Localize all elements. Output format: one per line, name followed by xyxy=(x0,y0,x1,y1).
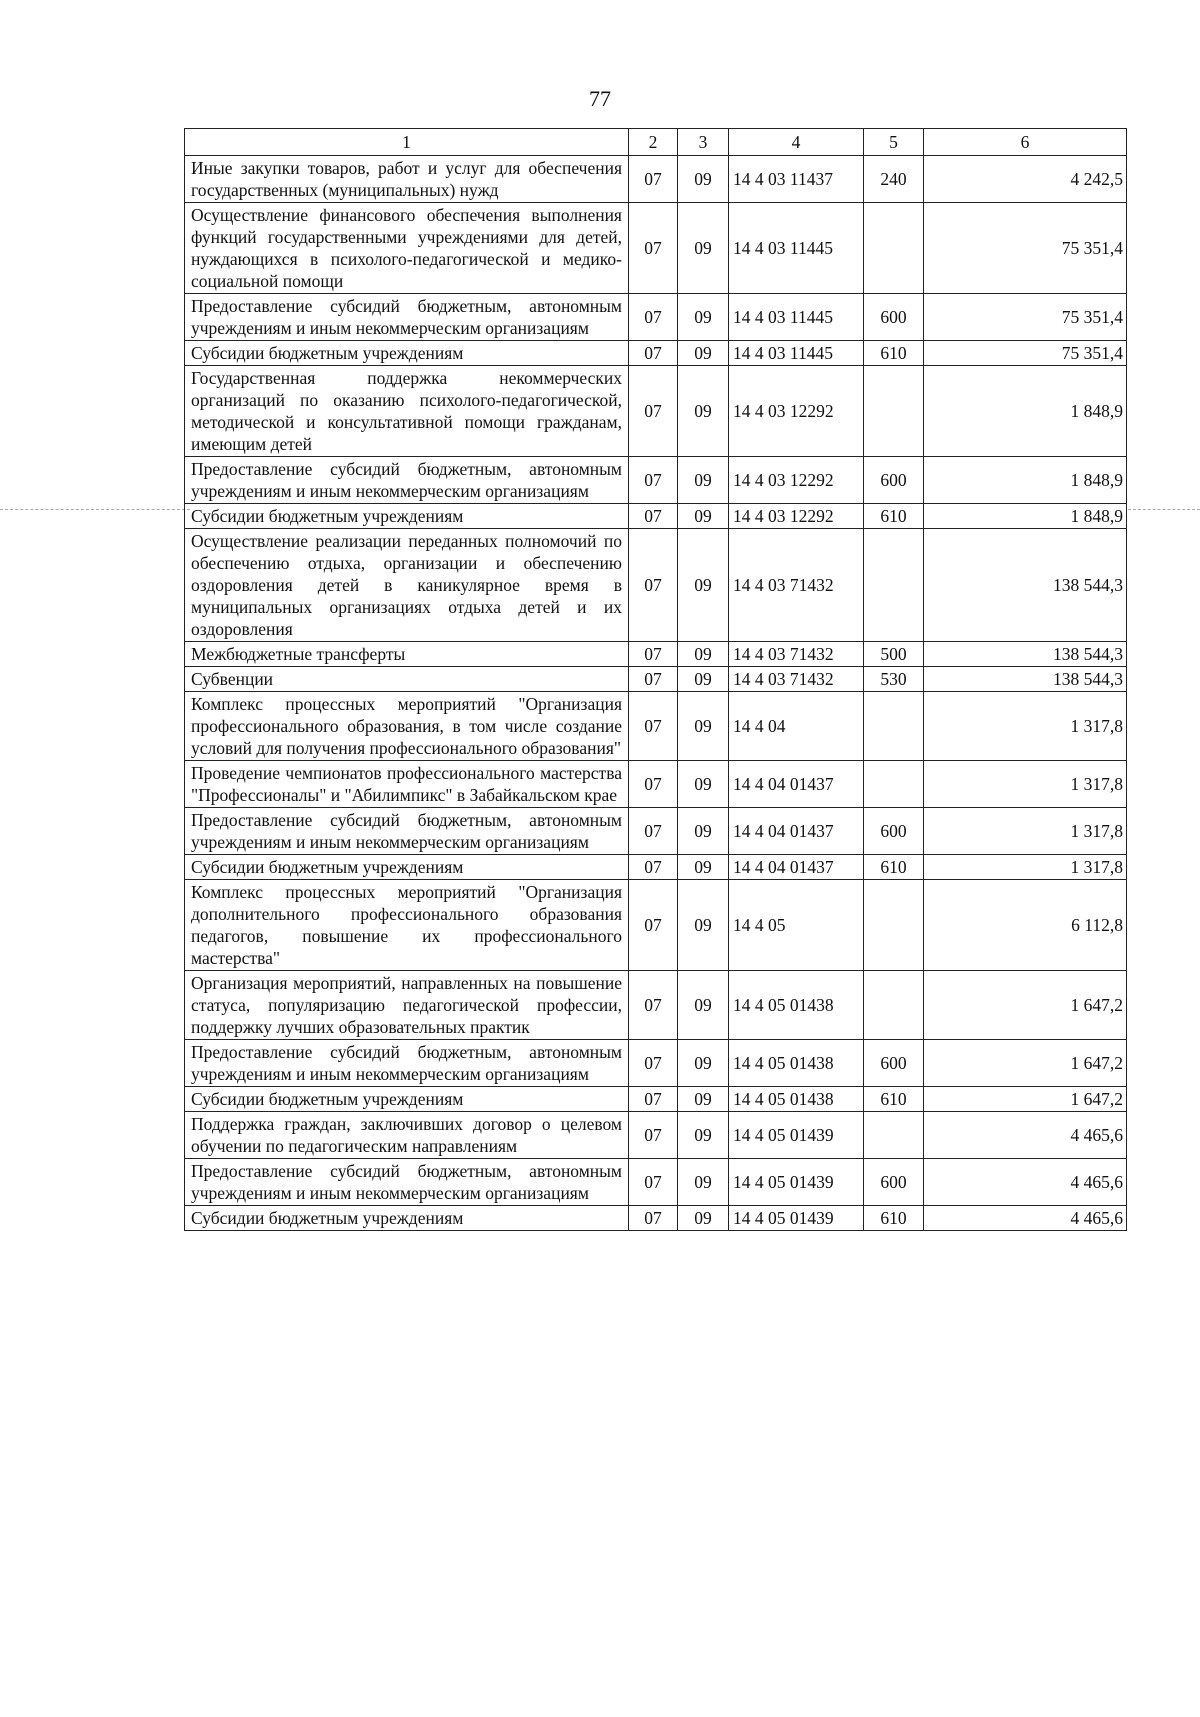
row-expense-type-cell: 240 xyxy=(864,156,924,203)
row-amount-cell: 6 112,8 xyxy=(924,880,1127,971)
row-subsection-cell: 09 xyxy=(678,1040,729,1087)
row-target-article-cell: 14 4 05 01439 xyxy=(729,1159,864,1206)
row-subsection-cell: 09 xyxy=(678,1087,729,1112)
row-section-cell: 07 xyxy=(629,761,678,808)
row-amount-cell: 1 647,2 xyxy=(924,1040,1127,1087)
row-expense-type-cell: 610 xyxy=(864,341,924,366)
table-row xyxy=(185,457,1127,504)
row-amount-cell: 138 544,3 xyxy=(924,667,1127,692)
row-section-cell: 07 xyxy=(629,1159,678,1206)
table-row xyxy=(185,504,1127,529)
header-row xyxy=(185,129,1127,156)
row-expense-type-cell: 600 xyxy=(864,808,924,855)
table-row xyxy=(185,1159,1127,1206)
row-target-article-cell: 14 4 05 xyxy=(729,880,864,971)
scan-artifact-line-left xyxy=(0,509,190,510)
row-name-cell: Субвенции xyxy=(185,667,629,692)
header-col-1: 1 xyxy=(185,129,629,156)
table-row xyxy=(185,529,1127,642)
row-amount-cell: 138 544,3 xyxy=(924,642,1127,667)
page-number: 77 xyxy=(589,86,611,111)
row-target-article-cell: 14 4 03 12292 xyxy=(729,504,864,529)
table-row xyxy=(185,642,1127,667)
row-expense-type-cell: 530 xyxy=(864,667,924,692)
row-target-article-cell: 14 4 03 71432 xyxy=(729,667,864,692)
row-expense-type-cell xyxy=(864,203,924,294)
row-subsection-cell: 09 xyxy=(678,971,729,1040)
row-expense-type-cell: 600 xyxy=(864,1159,924,1206)
row-expense-type-cell xyxy=(864,761,924,808)
row-name-cell: Проведение чемпионатов профессионального мастерства "Профессионалы" и "Абилимпикс" в Забайкальском крае xyxy=(185,761,629,808)
row-section-cell: 07 xyxy=(629,880,678,971)
row-expense-type-cell xyxy=(864,880,924,971)
row-expense-type-cell: 610 xyxy=(864,1087,924,1112)
row-subsection-cell: 09 xyxy=(678,457,729,504)
row-expense-type-cell xyxy=(864,692,924,761)
table-row xyxy=(185,808,1127,855)
row-target-article-cell: 14 4 03 11445 xyxy=(729,203,864,294)
row-target-article-cell: 14 4 03 11437 xyxy=(729,156,864,203)
row-section-cell: 07 xyxy=(629,1087,678,1112)
row-section-cell: 07 xyxy=(629,504,678,529)
row-target-article-cell: 14 4 03 12292 xyxy=(729,366,864,457)
row-section-cell: 07 xyxy=(629,1040,678,1087)
table-row xyxy=(185,971,1127,1040)
row-name-cell: Осуществление финансового обеспечения выполнения функций государственными учреждениями для детей, нуждающихся в психолого-педагогической и медико-социальной помощи xyxy=(185,203,629,294)
row-name-cell: Предоставление субсидий бюджетным, автономным учреждениям и иным некоммерческим организациям xyxy=(185,1159,629,1206)
row-name-cell: Предоставление субсидий бюджетным, автономным учреждениям и иным некоммерческим организациям xyxy=(185,1040,629,1087)
table-row xyxy=(185,156,1127,203)
row-subsection-cell: 09 xyxy=(678,880,729,971)
row-amount-cell: 4 242,5 xyxy=(924,156,1127,203)
row-target-article-cell: 14 4 04 01437 xyxy=(729,808,864,855)
row-name-cell: Осуществление реализации переданных полномочий по обеспечению отдыха, организации и обеспечению оздоровления детей в каникулярное время в муниципальных организациях отдыха детей и их оздоровления xyxy=(185,529,629,642)
row-amount-cell: 75 351,4 xyxy=(924,203,1127,294)
row-expense-type-cell xyxy=(864,971,924,1040)
row-target-article-cell: 14 4 03 12292 xyxy=(729,457,864,504)
row-name-cell: Субсидии бюджетным учреждениям xyxy=(185,855,629,880)
row-section-cell: 07 xyxy=(629,808,678,855)
row-expense-type-cell: 600 xyxy=(864,294,924,341)
row-name-cell: Предоставление субсидий бюджетным, автономным учреждениям и иным некоммерческим организациям xyxy=(185,457,629,504)
table-row xyxy=(185,294,1127,341)
row-expense-type-cell: 610 xyxy=(864,855,924,880)
table-row xyxy=(185,880,1127,971)
row-expense-type-cell xyxy=(864,366,924,457)
row-subsection-cell: 09 xyxy=(678,529,729,642)
row-subsection-cell: 09 xyxy=(678,855,729,880)
row-name-cell: Субсидии бюджетным учреждениям xyxy=(185,1206,629,1231)
row-subsection-cell: 09 xyxy=(678,156,729,203)
row-subsection-cell: 09 xyxy=(678,1159,729,1206)
header-col-6: 6 xyxy=(924,129,1127,156)
row-name-cell: Организация мероприятий, направленных на повышение статуса, популяризацию педагогической профессии, поддержку лучших образовательных практик xyxy=(185,971,629,1040)
row-name-cell: Иные закупки товаров, работ и услуг для обеспечения государственных (муниципальных) нужд xyxy=(185,156,629,203)
table-row xyxy=(185,1112,1127,1159)
row-section-cell: 07 xyxy=(629,294,678,341)
table-row xyxy=(185,341,1127,366)
row-target-article-cell: 14 4 05 01438 xyxy=(729,971,864,1040)
row-amount-cell: 1 848,9 xyxy=(924,457,1127,504)
row-target-article-cell: 14 4 05 01439 xyxy=(729,1206,864,1231)
row-section-cell: 07 xyxy=(629,366,678,457)
row-expense-type-cell: 610 xyxy=(864,1206,924,1231)
row-name-cell: Поддержка граждан, заключивших договор о целевом обучении по педагогическим направлениям xyxy=(185,1112,629,1159)
row-name-cell: Субсидии бюджетным учреждениям xyxy=(185,504,629,529)
table-row xyxy=(185,761,1127,808)
row-target-article-cell: 14 4 03 11445 xyxy=(729,294,864,341)
row-section-cell: 07 xyxy=(629,203,678,294)
row-name-cell: Субсидии бюджетным учреждениям xyxy=(185,1087,629,1112)
scan-artifact-line-right xyxy=(1128,509,1200,510)
row-amount-cell: 4 465,6 xyxy=(924,1112,1127,1159)
row-name-cell: Предоставление субсидий бюджетным, автономным учреждениям и иным некоммерческим организациям xyxy=(185,808,629,855)
row-section-cell: 07 xyxy=(629,692,678,761)
row-amount-cell: 1 647,2 xyxy=(924,1087,1127,1112)
budget-table xyxy=(184,128,1127,1231)
table-row xyxy=(185,366,1127,457)
row-name-cell: Предоставление субсидий бюджетным, автономным учреждениям и иным некоммерческим организациям xyxy=(185,294,629,341)
row-amount-cell: 1 317,8 xyxy=(924,855,1127,880)
row-target-article-cell: 14 4 03 11445 xyxy=(729,341,864,366)
row-subsection-cell: 09 xyxy=(678,808,729,855)
row-target-article-cell: 14 4 05 01439 xyxy=(729,1112,864,1159)
row-expense-type-cell: 500 xyxy=(864,642,924,667)
row-expense-type-cell: 600 xyxy=(864,1040,924,1087)
row-name-cell: Комплекс процессных мероприятий "Организация дополнительного профессионального образования педагогов, повышение их профессионального мастерства" xyxy=(185,880,629,971)
row-subsection-cell: 09 xyxy=(678,761,729,808)
row-amount-cell: 138 544,3 xyxy=(924,529,1127,642)
row-amount-cell: 1 848,9 xyxy=(924,504,1127,529)
row-section-cell: 07 xyxy=(629,855,678,880)
row-subsection-cell: 09 xyxy=(678,341,729,366)
row-target-article-cell: 14 4 03 71432 xyxy=(729,529,864,642)
table-header xyxy=(185,129,1127,156)
table-row xyxy=(185,1040,1127,1087)
header-col-2: 2 xyxy=(629,129,678,156)
row-subsection-cell: 09 xyxy=(678,366,729,457)
row-target-article-cell: 14 4 04 01437 xyxy=(729,761,864,808)
row-name-cell: Комплекс процессных мероприятий "Организация профессионального образования, в том числе создание условий для получения профессионального образования" xyxy=(185,692,629,761)
row-subsection-cell: 09 xyxy=(678,692,729,761)
row-section-cell: 07 xyxy=(629,971,678,1040)
header-col-4: 4 xyxy=(729,129,864,156)
row-section-cell: 07 xyxy=(629,1112,678,1159)
row-section-cell: 07 xyxy=(629,457,678,504)
row-expense-type-cell: 600 xyxy=(864,457,924,504)
table-row xyxy=(185,855,1127,880)
row-subsection-cell: 09 xyxy=(678,667,729,692)
row-subsection-cell: 09 xyxy=(678,203,729,294)
row-expense-type-cell xyxy=(864,1112,924,1159)
row-subsection-cell: 09 xyxy=(678,1206,729,1231)
row-target-article-cell: 14 4 04 xyxy=(729,692,864,761)
table-row xyxy=(185,1206,1127,1231)
row-section-cell: 07 xyxy=(629,1206,678,1231)
row-name-cell: Государственная поддержка некоммерческих организаций по оказанию психолого-педагогической, методической и консультативной помощи гражданам, имеющим детей xyxy=(185,366,629,457)
row-subsection-cell: 09 xyxy=(678,294,729,341)
row-amount-cell: 75 351,4 xyxy=(924,294,1127,341)
row-amount-cell: 1 848,9 xyxy=(924,366,1127,457)
table-row xyxy=(185,692,1127,761)
row-section-cell: 07 xyxy=(629,642,678,667)
row-subsection-cell: 09 xyxy=(678,642,729,667)
row-target-article-cell: 14 4 04 01437 xyxy=(729,855,864,880)
row-expense-type-cell xyxy=(864,529,924,642)
row-section-cell: 07 xyxy=(629,529,678,642)
row-target-article-cell: 14 4 05 01438 xyxy=(729,1087,864,1112)
row-target-article-cell: 14 4 03 71432 xyxy=(729,642,864,667)
row-amount-cell: 4 465,6 xyxy=(924,1206,1127,1231)
header-col-5: 5 xyxy=(864,129,924,156)
table-row xyxy=(185,1087,1127,1112)
row-amount-cell: 1 647,2 xyxy=(924,971,1127,1040)
header-col-3: 3 xyxy=(678,129,729,156)
row-amount-cell: 1 317,8 xyxy=(924,692,1127,761)
table-body xyxy=(185,156,1127,1231)
row-amount-cell: 1 317,8 xyxy=(924,808,1127,855)
table-row xyxy=(185,667,1127,692)
row-subsection-cell: 09 xyxy=(678,1112,729,1159)
row-section-cell: 07 xyxy=(629,156,678,203)
row-amount-cell: 4 465,6 xyxy=(924,1159,1127,1206)
row-amount-cell: 75 351,4 xyxy=(924,341,1127,366)
row-section-cell: 07 xyxy=(629,341,678,366)
row-amount-cell: 1 317,8 xyxy=(924,761,1127,808)
row-name-cell: Межбюджетные трансферты xyxy=(185,642,629,667)
table-row xyxy=(185,203,1127,294)
row-name-cell: Субсидии бюджетным учреждениям xyxy=(185,341,629,366)
row-subsection-cell: 09 xyxy=(678,504,729,529)
row-expense-type-cell: 610 xyxy=(864,504,924,529)
row-section-cell: 07 xyxy=(629,667,678,692)
row-target-article-cell: 14 4 05 01438 xyxy=(729,1040,864,1087)
